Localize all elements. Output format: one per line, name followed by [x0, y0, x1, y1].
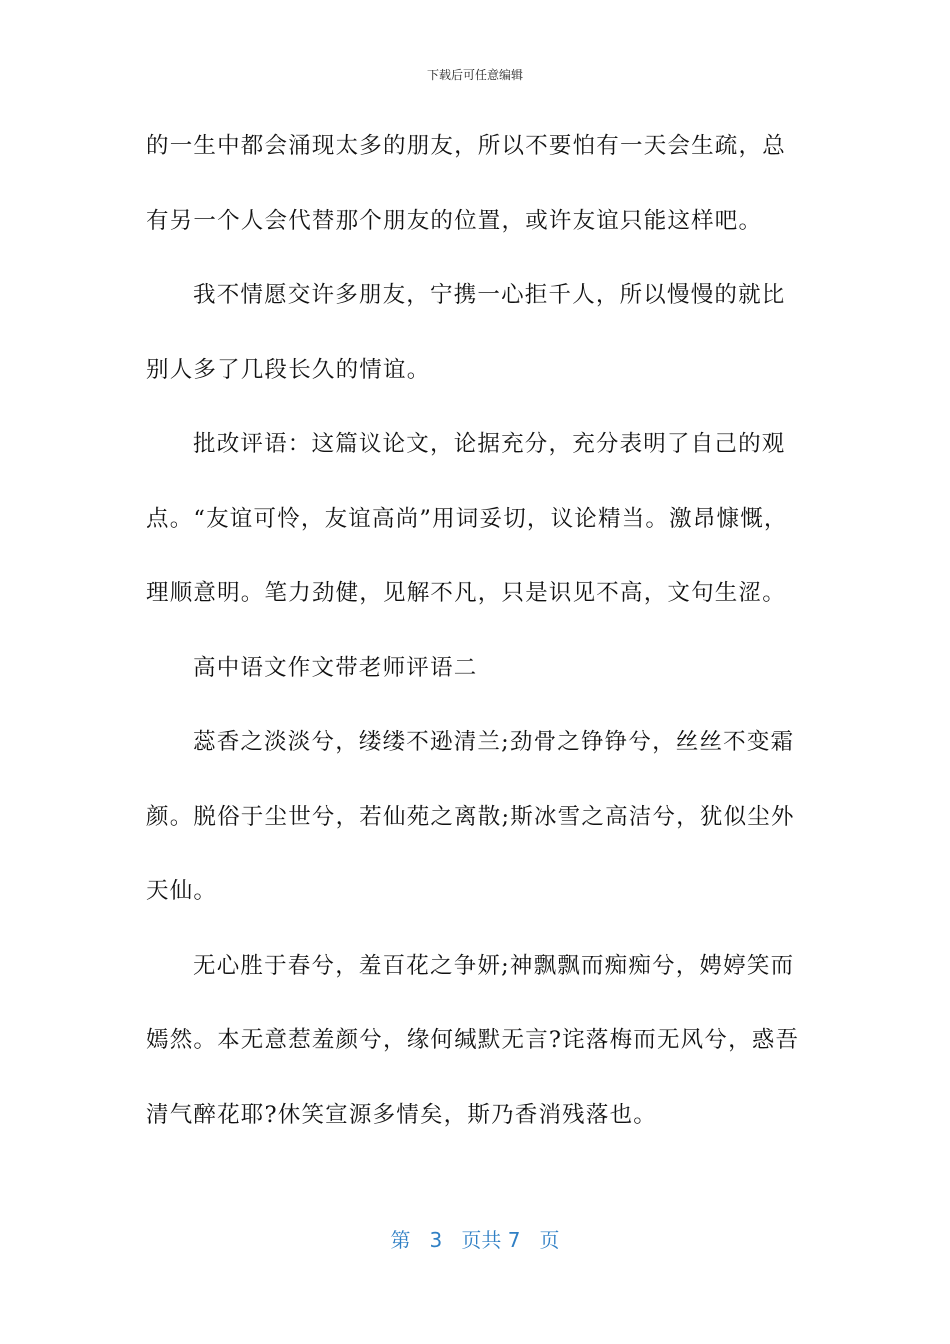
text-line: 清气醉花耶?休笑宣源多情矣，斯乃香消残落也。 — [146, 1101, 657, 1128]
footer-prefix: 第 — [390, 1228, 411, 1252]
page-header: 下载后可任意编辑 — [426, 68, 523, 82]
total-pages-number: 7 — [507, 1228, 521, 1252]
paragraph-start: 我不情愿交许多朋友，宁携一心拒千人，所以慢慢的就比 — [193, 282, 786, 308]
text-line: 理顺意明。笔力劲健，见解不凡，只是识见不高，文句生涩。 — [146, 580, 786, 606]
text-line: 天仙。 — [146, 878, 218, 904]
page-footer — [0, 1224, 950, 1253]
text-line: 的一生中都会涌现太多的朋友，所以不要怕有一天会生疏，总 — [146, 133, 786, 159]
paragraph-start: 批改评语：这篇议论文，论据充分，充分表明了自己的观 — [193, 431, 786, 457]
paragraph-start: 无心胜于春兮，羞百花之争妍;神飘飘而痴痴兮，娉婷笑而 — [193, 952, 795, 979]
text-line: 嫣然。本无意惹羞颜兮，缘何缄默无言?诧落梅而无风兮，惑吾 — [146, 1027, 800, 1053]
text-line: 颜。脱俗于尘世兮，若仙苑之离散;斯冰雪之高洁兮，犹似尘外 — [146, 803, 795, 830]
document-body — [146, 124, 806, 1167]
section-heading: 高中语文作文带老师评语二 — [193, 654, 478, 681]
footer-suffix: 页 — [539, 1228, 560, 1252]
current-page-number: 3 — [429, 1228, 443, 1252]
text-line: 点。“友谊可怜，友谊高尚”用词妥切，议论精当。激昂慷慨， — [146, 505, 788, 532]
paragraph-start: 蕊香之淡淡兮，缕缕不逊清兰;劲骨之铮铮兮，丝丝不变霜 — [193, 729, 795, 755]
footer-middle: 页共 — [461, 1228, 502, 1252]
text-line: 有另一个人会代替那个朋友的位置，或许友谊只能这样吧。 — [146, 207, 763, 234]
text-line: 别人多了几段长久的情谊。 — [146, 356, 431, 383]
